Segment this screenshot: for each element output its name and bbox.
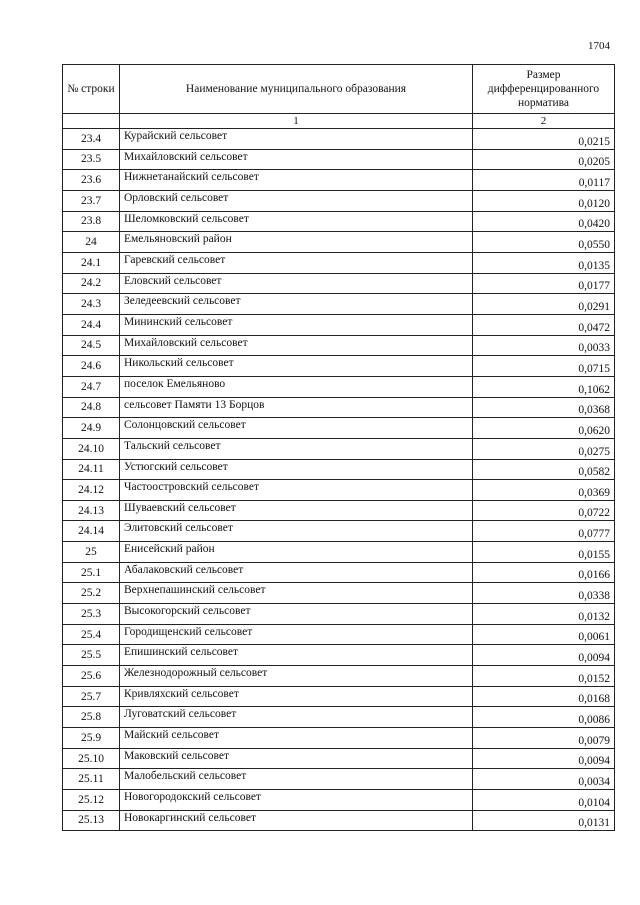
normative-value: 0,0131 [473, 810, 615, 831]
municipality-name: Верхнепашинский сельсовет [120, 583, 473, 604]
normative-value: 0,0177 [473, 273, 615, 294]
row-number: 25.4 [63, 624, 120, 645]
table-row [63, 500, 615, 521]
normative-value: 0,0291 [473, 294, 615, 315]
row-number: 24.7 [63, 376, 120, 397]
normative-value: 0,0034 [473, 769, 615, 790]
municipality-name: Железнодорожный сельсовет [120, 666, 473, 687]
row-number: 25.3 [63, 604, 120, 625]
municipality-name: Абалаковский сельсовет [120, 562, 473, 583]
normative-value: 0,0094 [473, 645, 615, 666]
table-row [63, 728, 615, 749]
row-number: 25.10 [63, 748, 120, 769]
normative-value: 0,0582 [473, 459, 615, 480]
normative-value: 0,0094 [473, 748, 615, 769]
municipality-name: Кривляхский сельсовет [120, 686, 473, 707]
normative-value: 0,0275 [473, 438, 615, 459]
normative-value: 0,0777 [473, 521, 615, 542]
municipality-name: Михайловский сельсовет [120, 149, 473, 170]
column-number-row [63, 114, 615, 129]
municipality-name: Малобельский сельсовет [120, 769, 473, 790]
normative-value: 0,0135 [473, 252, 615, 273]
header-municipality-name: Наименование муниципального образования [120, 65, 473, 114]
table-row [63, 376, 615, 397]
column-number-1: 1 [120, 114, 473, 129]
table-row [63, 294, 615, 315]
normative-value: 0,0132 [473, 604, 615, 625]
normative-value: 0,0117 [473, 170, 615, 191]
row-number: 23.8 [63, 211, 120, 232]
municipality-name: Новокаргинский сельсовет [120, 810, 473, 831]
normative-value: 0,0550 [473, 232, 615, 253]
table-row [63, 686, 615, 707]
municipality-name: Еловский сельсовет [120, 273, 473, 294]
row-number: 25.1 [63, 562, 120, 583]
municipality-name: Тальский сельсовет [120, 438, 473, 459]
municipality-name: Никольский сельсовет [120, 356, 473, 377]
municipality-name: Высокогорский сельсовет [120, 604, 473, 625]
column-number-blank [63, 114, 120, 129]
normative-value: 0,1062 [473, 376, 615, 397]
municipality-name: Солонцовский сельсовет [120, 418, 473, 439]
municipality-name: Новогородокский сельсовет [120, 790, 473, 811]
table-row [63, 707, 615, 728]
row-number: 25.11 [63, 769, 120, 790]
normative-value: 0,0722 [473, 500, 615, 521]
municipality-name: Шеломковский сельсовет [120, 211, 473, 232]
municipality-name: Луговатский сельсовет [120, 707, 473, 728]
row-number: 25.12 [63, 790, 120, 811]
table-row [63, 335, 615, 356]
row-number: 25.6 [63, 666, 120, 687]
norm-table [62, 64, 615, 831]
table-row [63, 748, 615, 769]
table-row [63, 438, 615, 459]
row-number: 24.11 [63, 459, 120, 480]
table-row [63, 170, 615, 191]
municipality-name: Устюгский сельсовет [120, 459, 473, 480]
header-normative-size: Размер дифференцированного норматива [473, 65, 615, 114]
row-number: 25.9 [63, 728, 120, 749]
table-row [63, 211, 615, 232]
normative-value: 0,0104 [473, 790, 615, 811]
row-number: 23.7 [63, 190, 120, 211]
municipality-name: сельсовет Памяти 13 Борцов [120, 397, 473, 418]
row-number: 24.4 [63, 314, 120, 335]
row-number: 24.3 [63, 294, 120, 315]
table-row [63, 769, 615, 790]
table-row [63, 397, 615, 418]
table-row [63, 418, 615, 439]
table-row [63, 790, 615, 811]
table-row [63, 252, 615, 273]
row-number: 23.6 [63, 170, 120, 191]
table-row [63, 645, 615, 666]
table-row [63, 542, 615, 563]
row-number: 25.2 [63, 583, 120, 604]
municipality-name: Енисейский район [120, 542, 473, 563]
municipality-name: Шуваевский сельсовет [120, 500, 473, 521]
normative-value: 0,0205 [473, 149, 615, 170]
municipality-name: Гаревский сельсовет [120, 252, 473, 273]
normative-value: 0,0155 [473, 542, 615, 563]
table-row [63, 480, 615, 501]
page-number: 1704 [588, 40, 610, 52]
table-row [63, 129, 615, 150]
row-number: 25.7 [63, 686, 120, 707]
normative-value: 0,0215 [473, 129, 615, 150]
row-number: 23.5 [63, 149, 120, 170]
table-row [63, 624, 615, 645]
normative-value: 0,0338 [473, 583, 615, 604]
municipality-name: Городищенский сельсовет [120, 624, 473, 645]
municipality-name: Емельяновский район [120, 232, 473, 253]
table-row [63, 810, 615, 831]
row-number: 24.5 [63, 335, 120, 356]
row-number: 25.13 [63, 810, 120, 831]
table-body [63, 129, 615, 831]
normative-value: 0,0166 [473, 562, 615, 583]
row-number: 24 [63, 232, 120, 253]
municipality-name: Епишинский сельсовет [120, 645, 473, 666]
table-row [63, 521, 615, 542]
normative-value: 0,0715 [473, 356, 615, 377]
normative-value: 0,0168 [473, 686, 615, 707]
normative-value: 0,0152 [473, 666, 615, 687]
municipality-name: Курайский сельсовет [120, 129, 473, 150]
table-header-row [63, 65, 615, 114]
column-number-2: 2 [473, 114, 615, 129]
row-number: 25.8 [63, 707, 120, 728]
table-row [63, 666, 615, 687]
row-number: 24.10 [63, 438, 120, 459]
municipality-name: Элитовский сельсовет [120, 521, 473, 542]
table-row [63, 190, 615, 211]
table-row [63, 232, 615, 253]
row-number: 23.4 [63, 129, 120, 150]
normative-value: 0,0368 [473, 397, 615, 418]
row-number: 25.5 [63, 645, 120, 666]
row-number: 24.9 [63, 418, 120, 439]
municipality-name: Маковский сельсовет [120, 748, 473, 769]
table-row [63, 604, 615, 625]
table-row [63, 356, 615, 377]
normative-value: 0,0120 [473, 190, 615, 211]
row-number: 24.2 [63, 273, 120, 294]
normative-value: 0,0079 [473, 728, 615, 749]
normative-value: 0,0061 [473, 624, 615, 645]
normative-value: 0,0033 [473, 335, 615, 356]
row-number: 24.6 [63, 356, 120, 377]
municipality-name: Орловский сельсовет [120, 190, 473, 211]
table-row [63, 314, 615, 335]
table-row [63, 562, 615, 583]
row-number: 24.8 [63, 397, 120, 418]
row-number: 25 [63, 542, 120, 563]
normative-value: 0,0472 [473, 314, 615, 335]
municipality-name: Михайловский сельсовет [120, 335, 473, 356]
normative-value: 0,0420 [473, 211, 615, 232]
municipality-name: поселок Емельяново [120, 376, 473, 397]
row-number: 24.1 [63, 252, 120, 273]
row-number: 24.14 [63, 521, 120, 542]
normative-value: 0,0620 [473, 418, 615, 439]
table-row [63, 459, 615, 480]
table-row [63, 583, 615, 604]
municipality-name: Мининский сельсовет [120, 314, 473, 335]
row-number: 24.12 [63, 480, 120, 501]
normative-value: 0,0369 [473, 480, 615, 501]
municipality-name: Нижнетанайский сельсовет [120, 170, 473, 191]
municipality-name: Зеледеевский сельсовет [120, 294, 473, 315]
table-row [63, 273, 615, 294]
normative-value: 0,0086 [473, 707, 615, 728]
header-row-number: № строки [63, 65, 120, 114]
municipality-name: Частоостровский сельсовет [120, 480, 473, 501]
table-row [63, 149, 615, 170]
row-number: 24.13 [63, 500, 120, 521]
municipality-name: Майский сельсовет [120, 728, 473, 749]
